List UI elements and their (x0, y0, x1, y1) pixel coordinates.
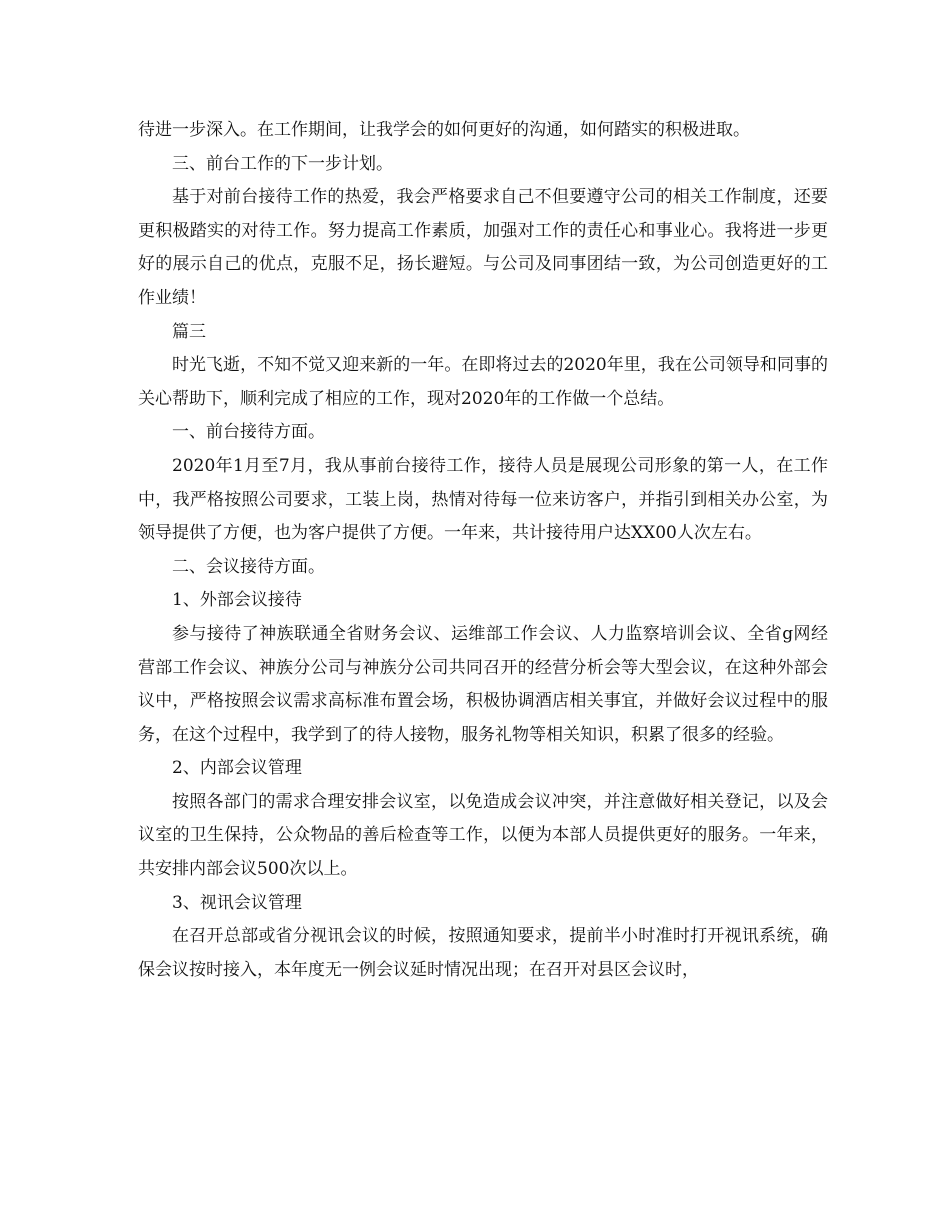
section-heading-meetings: 二、会议接待方面。 (172, 556, 325, 577)
paragraph: 在召开总部或省分视讯会议的时候，按照通知要求，提前半小时准时打开视讯系统，确保会议按时接入，本年度无一例会议延时情况出现；在召开对县区会议时， (138, 926, 828, 980)
subsection-heading-video: 3、视讯会议管理 (172, 892, 302, 913)
document-body (138, 114, 828, 987)
chapter-heading: 篇三 (172, 321, 206, 342)
paragraph: 按照各部门的需求合理安排会议室，以免造成会议冲突，并注意做好相关登记，以及会议室的卫生保持，公众物品的善后检查等工作，以便为本部人员提供更好的服务。一年来，共安排内部会议500次以上。 (138, 791, 828, 880)
subsection-heading-external: 1、外部会议接待 (172, 590, 302, 611)
paragraph: 时光飞逝，不知不觉又迎来新的一年。在即将过去的2020年里，我在公司领导和同事的关心帮助下，顺利完成了相应的工作，现对2020年的工作做一个总结。 (138, 355, 828, 409)
paragraph-continued: 待进一步深入。在工作期间，让我学会的如何更好的沟通，如何踏实的积极进取。 (138, 120, 750, 140)
paragraph: 基于对前台接待工作的热爱，我会严格要求自己不但要遵守公司的相关工作制度，还要更积极踏实的对待工作。努力提高工作素质，加强对工作的责任心和事业心。我将进一步更好的展示自己的优点，克服不足，扬长避短。与公司及同事团结一致，为公司创造更好的工作业绩！ (138, 187, 828, 308)
subsection-heading-internal: 2、内部会议管理 (172, 758, 302, 779)
paragraph: 参与接待了神族联通全省财务会议、运维部工作会议、人力监察培训会议、全省g网经营部工作会议、神族分公司与神族分公司共同召开的经营分析会等大型会议，在这种外部会议中，严格按照会议需求高标准布置会场，积极协调酒店相关事宜，并做好会议过程中的服务，在这个过程中，我学到了的待人接物，服务礼物等相关知识，积累了很多的经验。 (138, 623, 828, 745)
section-heading-next-plan: 三、前台工作的下一步计划。 (172, 153, 393, 174)
paragraph: 2020年1月至7月，我从事前台接待工作，接待人员是展现公司形象的第一人，在工作中，我严格按照公司要求，工装上岗，热情对待每一位来访客户，并指引到相关办公室，为领导提供了方便，也为客户提供了方便。一年来，共计接待用户达XX00人次左右。 (138, 455, 828, 544)
section-heading-reception: 一、前台接待方面。 (172, 422, 325, 443)
